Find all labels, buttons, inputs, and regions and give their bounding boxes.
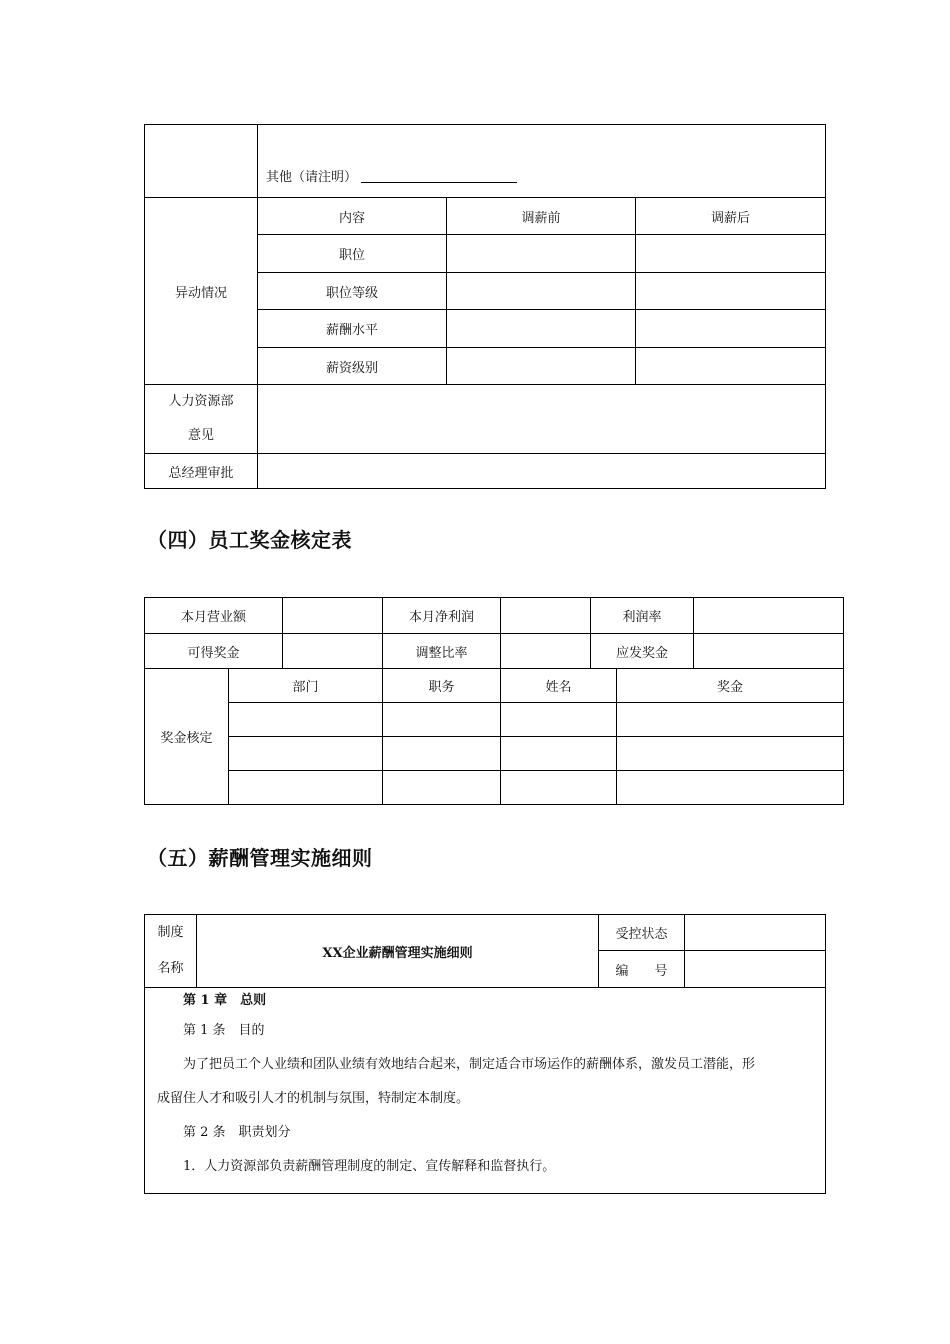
empty-cell: [145, 125, 258, 198]
gm-approval-input[interactable]: [258, 454, 826, 489]
profit-rate-label: 利润率: [591, 598, 694, 634]
monthly-revenue-input[interactable]: [283, 598, 383, 634]
purpose-text-1: 为了把员工个人业绩和团队业绩有效地结合起来，制定适合市场运作的薪酬体系，激发员工潜能，形: [183, 1057, 756, 1072]
section4-heading: （四）员工奖金核定表: [147, 528, 352, 552]
input-cell[interactable]: [617, 703, 844, 737]
article-2: 第 2 条 职责划分: [183, 1125, 291, 1140]
controlled-status-label: 受控状态: [599, 915, 685, 951]
input-cell[interactable]: [229, 703, 383, 737]
input-cell[interactable]: [501, 771, 617, 805]
number-label: 编 号: [599, 951, 685, 988]
input-cell[interactable]: [501, 737, 617, 771]
change-label: 异动情况: [145, 198, 258, 385]
col-bonus: 奖金: [617, 669, 844, 703]
purpose-text-2: 成留住人才和吸引人才的机制与氛围，特制定本制度。: [157, 1091, 470, 1106]
input-cell[interactable]: [636, 273, 826, 310]
system-name-line1: 制度: [157, 925, 184, 940]
input-cell[interactable]: [636, 235, 826, 273]
system-name-line2: 名称: [157, 961, 184, 976]
hr-opinion-label: [145, 385, 258, 454]
available-bonus-label: 可得奖金: [145, 634, 283, 669]
row-label-position: 职位: [258, 235, 447, 273]
payable-bonus-label: 应发奖金: [591, 634, 694, 669]
row-label-position-grade: 职位等级: [258, 273, 447, 310]
system-name-label: [145, 915, 197, 988]
header-before: 调薪前: [447, 198, 636, 235]
number-input[interactable]: [685, 951, 826, 988]
input-cell[interactable]: [636, 310, 826, 348]
duty-1: 1．人力资源部负责薪酬管理制度的制定、宣传解释和监督执行。: [183, 1159, 556, 1174]
profit-rate-input[interactable]: [694, 598, 844, 634]
input-cell[interactable]: [447, 348, 636, 385]
payable-bonus-input[interactable]: [694, 634, 844, 669]
regulation-body: [145, 988, 826, 1194]
header-after: 调薪后: [636, 198, 826, 235]
hr-opinion-line1: 人力资源部: [168, 394, 234, 409]
adjust-ratio-input[interactable]: [501, 634, 591, 669]
input-cell[interactable]: [383, 737, 501, 771]
input-cell[interactable]: [229, 771, 383, 805]
col-department: 部门: [229, 669, 383, 703]
input-cell[interactable]: [383, 771, 501, 805]
input-cell[interactable]: [501, 703, 617, 737]
input-cell[interactable]: [447, 310, 636, 348]
input-cell[interactable]: [447, 235, 636, 273]
input-cell[interactable]: [617, 737, 844, 771]
net-profit-input[interactable]: [501, 598, 591, 634]
header-content: 内容: [258, 198, 447, 235]
other-input-line[interactable]: [361, 168, 517, 183]
monthly-revenue-label: 本月营业额: [145, 598, 283, 634]
doc-title: XX企业薪酬管理实施细则: [197, 915, 599, 988]
input-cell[interactable]: [636, 348, 826, 385]
hr-opinion-line2: 意见: [187, 428, 214, 443]
gm-approval-label: 总经理审批: [145, 454, 258, 489]
row-label-salary-grade: 薪资级别: [258, 348, 447, 385]
other-cell: [258, 125, 826, 198]
row-label-pay-level: 薪酬水平: [258, 310, 447, 348]
other-label: 其他（请注明）: [266, 170, 358, 185]
regulation-table: [144, 914, 826, 1194]
section5-heading: （五）薪酬管理实施细则: [147, 846, 373, 870]
article-1: 第 1 条 目的: [183, 1023, 265, 1038]
col-title: 职务: [383, 669, 501, 703]
adjust-ratio-label: 调整比率: [383, 634, 501, 669]
salary-change-table: [144, 124, 826, 489]
input-cell[interactable]: [383, 703, 501, 737]
bonus-review-label: 奖金核定: [145, 669, 229, 805]
chapter-title: 第 1 章 总则: [183, 993, 267, 1008]
input-cell[interactable]: [447, 273, 636, 310]
hr-opinion-input[interactable]: [258, 385, 826, 454]
controlled-status-input[interactable]: [685, 915, 826, 951]
input-cell[interactable]: [229, 737, 383, 771]
input-cell[interactable]: [617, 771, 844, 805]
col-name: 姓名: [501, 669, 617, 703]
net-profit-label: 本月净利润: [383, 598, 501, 634]
bonus-table: [144, 597, 844, 805]
available-bonus-input[interactable]: [283, 634, 383, 669]
